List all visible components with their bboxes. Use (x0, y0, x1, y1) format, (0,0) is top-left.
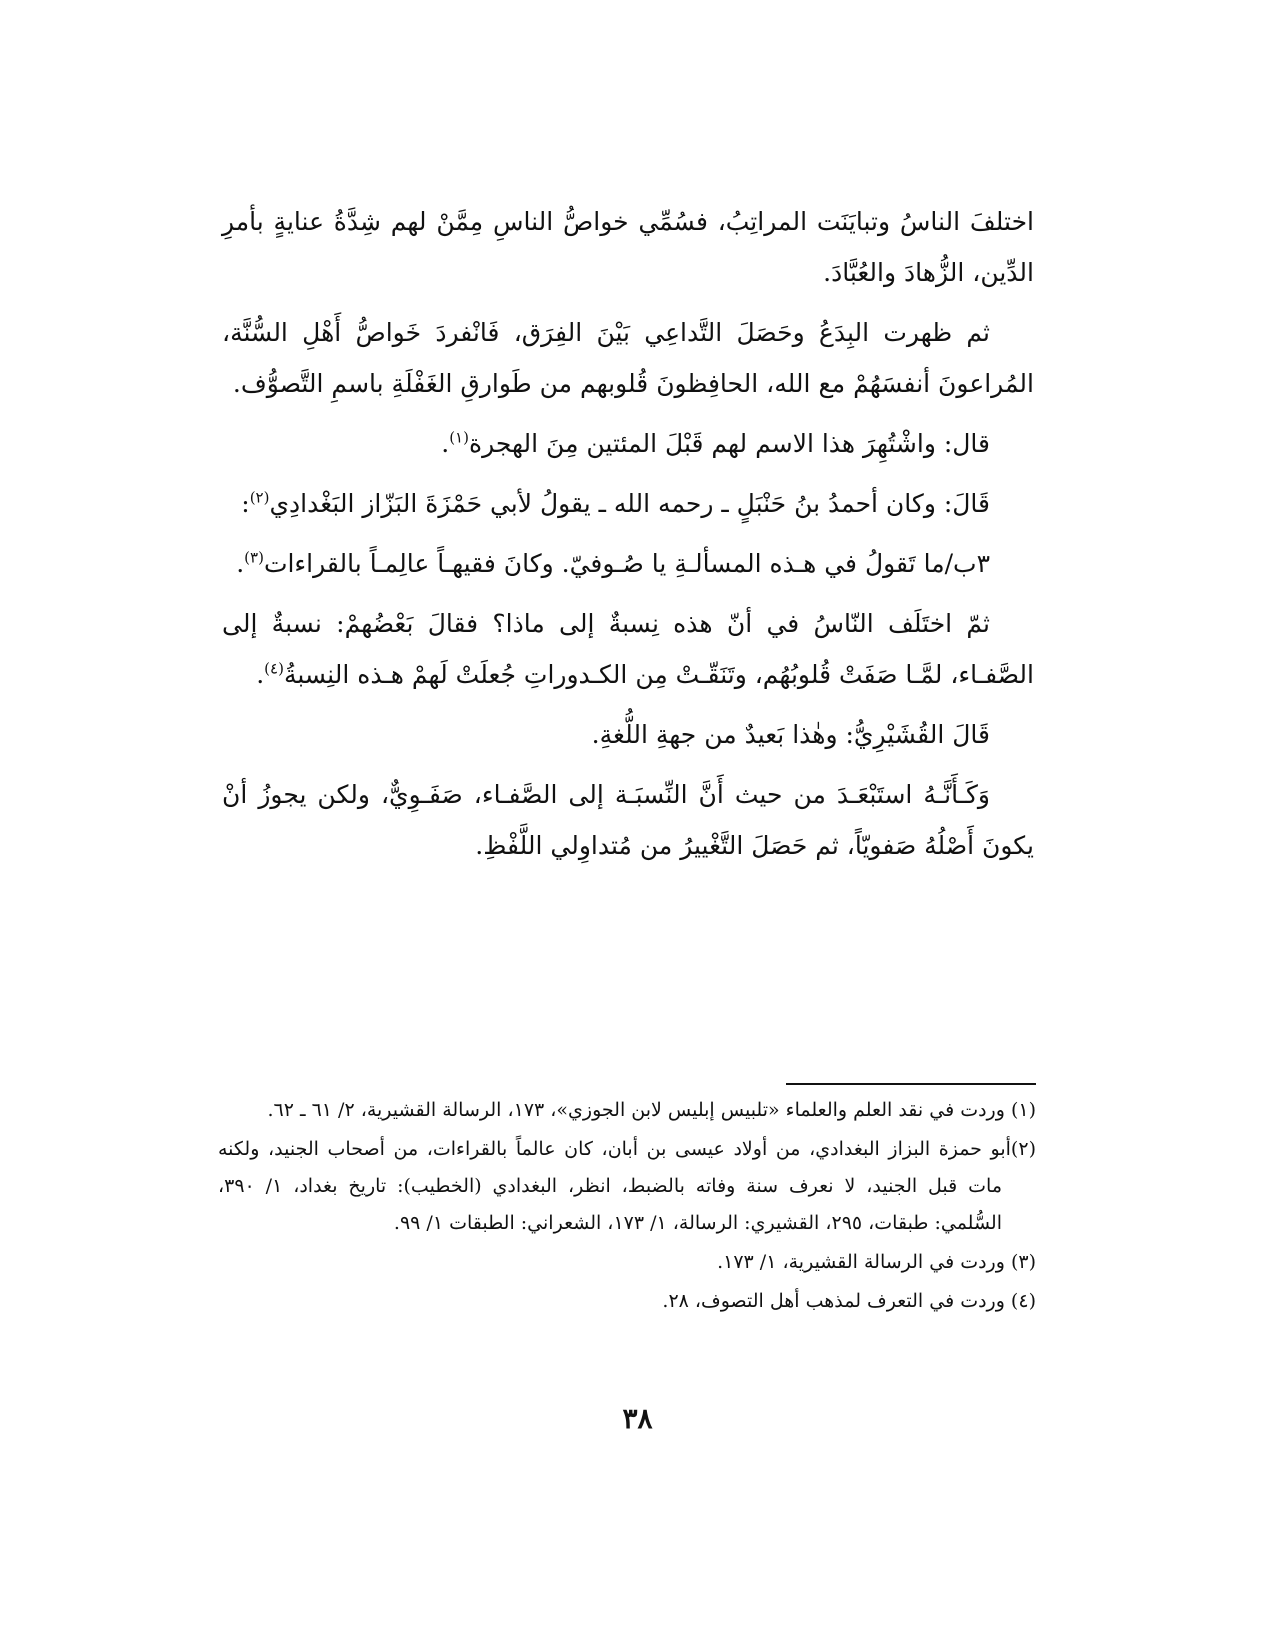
footnote-ref-2: (٢) (249, 488, 270, 507)
paragraph-5-text: ٣ب/ما تَقولُ في هـذه المسألـةِ يا صُـوفيّ. وكانَ فقيهـاً عالِمـاً بالقراءات (263, 549, 990, 578)
paragraph-3-end: . (441, 429, 450, 458)
paragraph-7: قَالَ القُشَيْرِيُّ: وهٰذا بَعيدٌ من جهةِ اللُّغةِ. (591, 720, 990, 749)
footnote-1: (١) وردت في نقد العلم والعلماء «تلبيس إبليس لابن الجوزي»، ١٧٣، الرسالة القشيرية، ٢/ ٦١ ـ ٦٢. (267, 1099, 1036, 1121)
paragraph-8: وَكَـأَنَّـهُ استَبْعَـدَ من حيث أَنَّ النِّسبَـة إلى الصَّفـاء، صَفَـوِيٌّ، ولكن يجوزُ أنْ يكونَ أَصْلُهُ صَفويّاً، ثم حَصَلَ التَّغْييرُ من مُتداوِلي اللَّفْظِ. (222, 780, 1034, 860)
paragraph-4 (222, 478, 1034, 529)
page-number: ٣٨ (622, 1402, 653, 1435)
footnote-ref-1: (١) (449, 428, 469, 447)
footnote-2: (٢)أبو حمزة البزاز البغدادي، من أولاد عيسى بن أبان، كان عالماً بالقراءات، من أصحاب الجنيد، ولكنه مات قبل الجنيد، لا نعرف سنة وفاته بالضبط، انظر، البغدادي (الخطيب): تاريخ بغداد، ١/ ٣٩٠، السُّلمي: طبقات، ٢٩٥، القشيري: الرسالة، ١/ ١٧٣، الشعراني: الطبقات ١/ ٩٩. (218, 1138, 1036, 1234)
paragraph-2: ثم ظهرت البِدَعُ وحَصَلَ التَّداعِي بَيْنَ الفِرَق، فَانْفردَ خَواصُّ أَهْلِ السُّنَّة، المُراعونَ أنفسَهُمْ مع الله، الحافِظونَ قُلوبهم من طَوارقِ الغَفْلَةِ باسمِ التَّصوُّف. (222, 318, 1034, 398)
paragraph-4-text: قَالَ: وكان أحمدُ بنُ حَنْبَلٍ ـ رحمه الله ـ يقولُ لأبي حَمْزَةَ البَزّاز البَغْدادِي (269, 489, 990, 518)
paragraph-3 (222, 418, 1034, 469)
footnotes (218, 1092, 1036, 1322)
footnote-4: (٤) وردت في التعرف لمذهب أهل التصوف، ٢٨. (662, 1290, 1036, 1312)
main-text (222, 196, 1034, 880)
footnote-ref-3: (٣) (244, 548, 264, 567)
paragraph-1: اختلفَ الناسُ وتبايَنَت المراتِبُ، فسُمِّي خواصُّ الناسِ مِمَّنْ لهم شِدَّةُ عنايةٍ بأمرِ الدِّين، الزُّهادَ والعُبَّادَ. (222, 207, 1034, 287)
footnote-separator (786, 1083, 1036, 1085)
paragraph-5 (222, 538, 1034, 589)
footnote-ref-4: (٤) (264, 659, 284, 678)
paragraph-5-end: . (236, 549, 245, 578)
paragraph-3-text: قال: واشْتُهِرَ هذا الاسم لهم قَبْلَ المئتين مِنَ الهجرة (468, 429, 990, 458)
paragraph-6-text: ثمّ اختَلَف النّاسُ في أنّ هذه نِسبةٌ إلى ماذا؟ فقالَ بَعْضُهمْ: نسبةٌ إلى الصَّفـاء، لمَّـا صَفَتْ قُلوبُهُم، وتَنَقّـتْ مِن الكـدوراتِ جُعلَتْ لَهمْ هـذه النِسبةُ (222, 609, 1034, 689)
paragraph-6-end: . (256, 660, 265, 689)
paragraph-4-end: : (241, 489, 250, 518)
footnote-3: (٣) وردت في الرسالة القشيرية، ١/ ١٧٣. (717, 1251, 1036, 1273)
paragraph-6 (222, 598, 1034, 700)
